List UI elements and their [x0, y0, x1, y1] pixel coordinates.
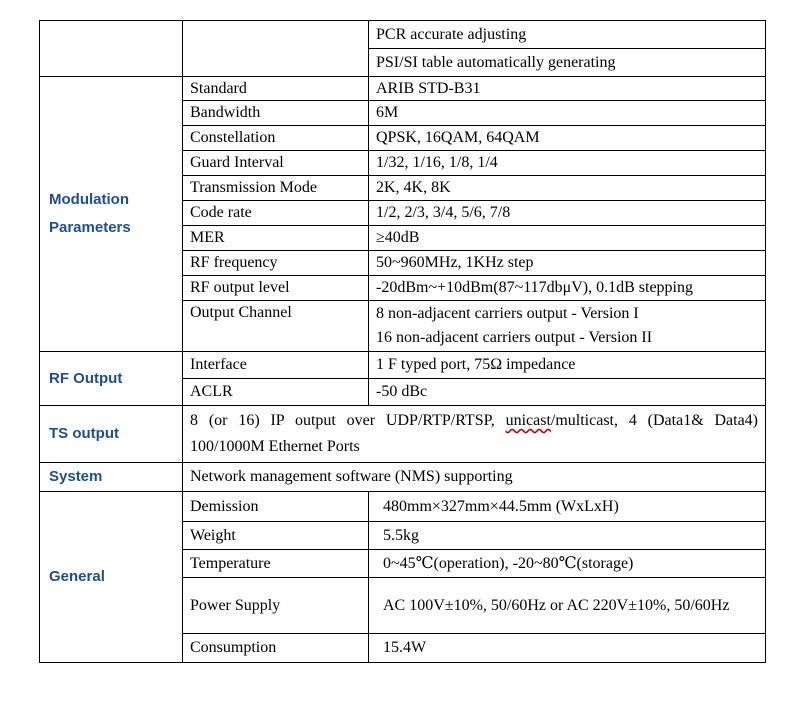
param-cell: MER: [183, 226, 369, 251]
value-cell: 15.4W: [369, 634, 766, 663]
value-line: 8 non-adjacent carriers output - Version I: [376, 305, 639, 322]
spec-table: [39, 20, 766, 663]
value-cell: 6M: [369, 101, 766, 126]
section-title-modulation: [40, 77, 183, 352]
table-row: [40, 492, 766, 522]
param-cell: Guard Interval: [183, 151, 369, 176]
value-cell: PCR accurate adjusting: [369, 21, 766, 49]
value-cell: QPSK, 16QAM, 64QAM: [369, 126, 766, 151]
value-cell: [369, 301, 766, 352]
param-cell: Code rate: [183, 201, 369, 226]
section-title-line: Modulation: [49, 191, 129, 208]
table-row: [40, 352, 766, 379]
value-cell: 1 F typed port, 75Ω impedance: [369, 352, 766, 379]
value-cell: 1/2, 2/3, 3/4, 5/6, 7/8: [369, 201, 766, 226]
value-cell: 480mm×327mm×44.5mm (WxLxH): [369, 492, 766, 522]
param-cell: RF frequency: [183, 251, 369, 276]
param-cell: Demission: [183, 492, 369, 522]
param-cell: Interface: [183, 352, 369, 379]
empty-param-cell: [183, 21, 369, 77]
table-row: [40, 463, 766, 492]
value-cell: ARIB STD-B31: [369, 77, 766, 101]
section-title-rf-output: RF Output: [40, 352, 183, 406]
param-cell: ACLR: [183, 379, 369, 406]
value-cell: 2K, 4K, 8K: [369, 176, 766, 201]
param-cell: Weight: [183, 522, 369, 550]
value-line: 16 non-adjacent carriers output - Version II: [376, 329, 653, 346]
param-cell: Bandwidth: [183, 101, 369, 126]
param-cell: Output Channel: [183, 301, 369, 352]
param-cell: Constellation: [183, 126, 369, 151]
param-cell: Temperature: [183, 550, 369, 578]
value-cell: Network management software (NMS) supporting: [183, 463, 766, 492]
value-cell: ≥40dB: [369, 226, 766, 251]
section-title-general: General: [40, 492, 183, 663]
section-title-ts-output: TS output: [40, 406, 183, 463]
value-cell: [183, 406, 766, 463]
table-row: [40, 21, 766, 49]
value-text-underlined: unicast: [505, 412, 551, 429]
value-cell: 50~960MHz, 1KHz step: [369, 251, 766, 276]
value-text: 8 (or 16) IP output over UDP/RTP/RTSP,: [190, 412, 506, 429]
value-cell: -20dBm~+10dBm(87~117dbμV), 0.1dB stepping: [369, 276, 766, 301]
value-cell: 5.5kg: [369, 522, 766, 550]
value-text: /multicast, 4 (Data1& Data4) 100/1000M Ethernet Ports: [190, 412, 758, 455]
empty-section-cell: [40, 21, 183, 77]
value-cell: AC 100V±10%, 50/60Hz or AC 220V±10%, 50/60Hz: [369, 578, 766, 634]
table-row: [40, 406, 766, 463]
section-title-line: Parameters: [49, 219, 131, 236]
value-cell: -50 dBc: [369, 379, 766, 406]
param-cell: RF output level: [183, 276, 369, 301]
table-row: [40, 77, 766, 101]
param-cell: Consumption: [183, 634, 369, 663]
param-cell: Standard: [183, 77, 369, 101]
value-cell: 0~45℃(operation), -20~80℃(storage): [369, 550, 766, 578]
value-cell: PSI/SI table automatically generating: [369, 49, 766, 77]
value-cell: 1/32, 1/16, 1/8, 1/4: [369, 151, 766, 176]
param-cell: Transmission Mode: [183, 176, 369, 201]
section-title-system: System: [40, 463, 183, 492]
param-cell: Power Supply: [183, 578, 369, 634]
